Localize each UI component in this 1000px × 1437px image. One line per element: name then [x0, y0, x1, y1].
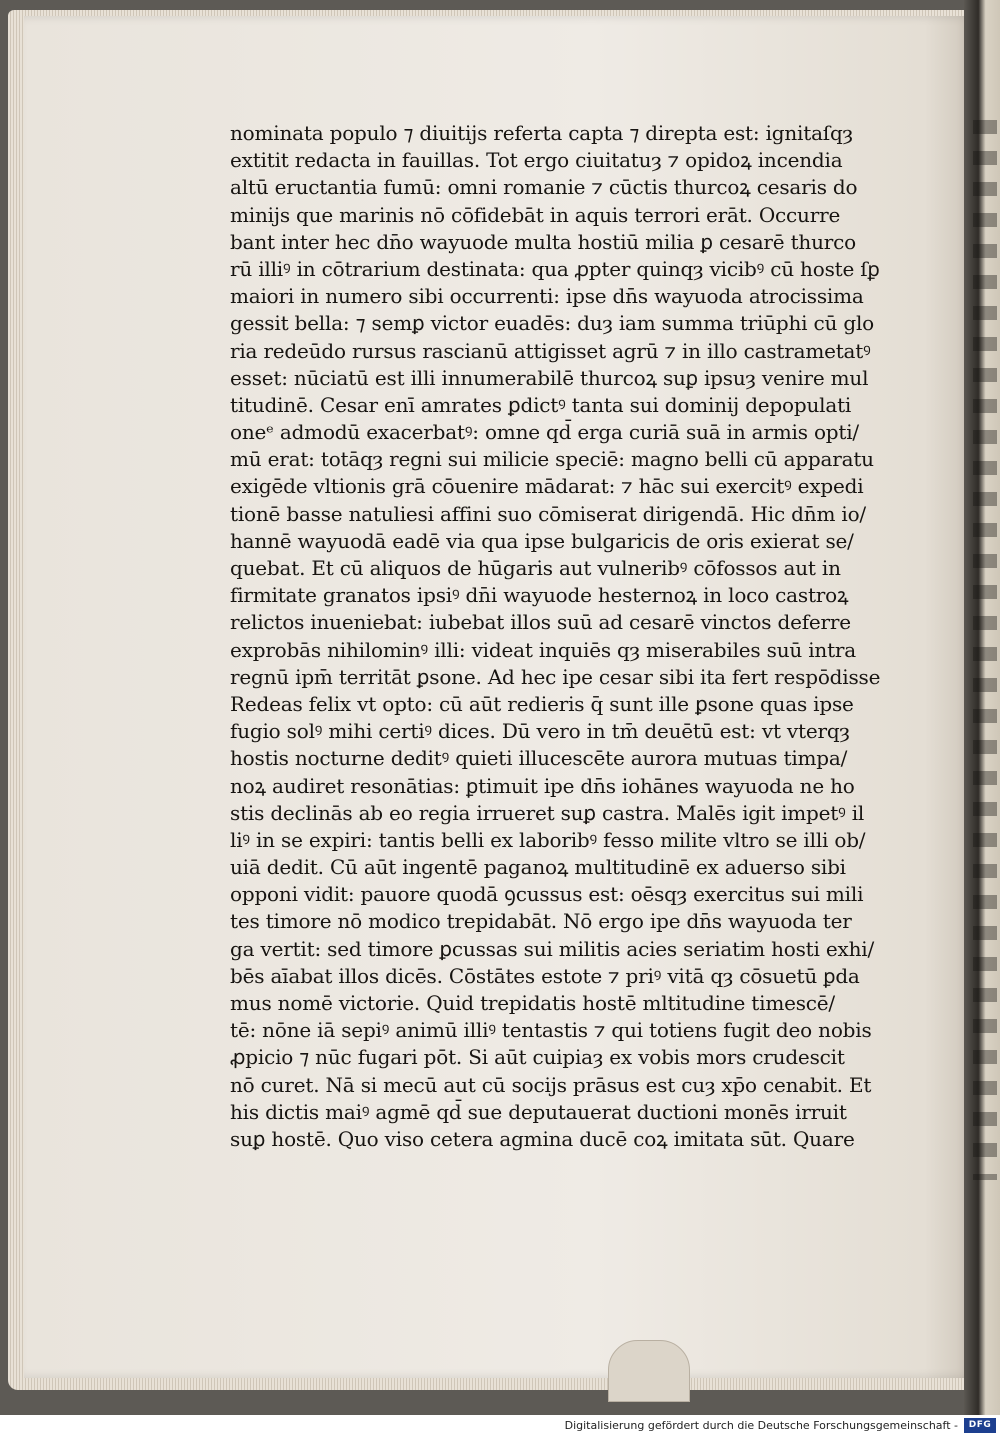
text-line: ꝓpicio ⁊ nūc fugari pōt. Si aūt cuipiaȝ ex vobis mors crudescit: [230, 1045, 845, 1070]
text-line: suꝑ hostē. Quo viso cetera agmina ducē coꝝ imitata sūt. Quare: [230, 1126, 855, 1151]
text-line: his dictis maiꝰ agmē qd̄ sue deputauerat ductioni monēs irruit: [230, 1099, 847, 1124]
text-line: regnū ipm̄ territāt ꝑsone. Ad hec ipe cesar sibi ita fert respōdisse: [230, 664, 881, 689]
text-line: altū eructantia fumū: omni romanie ⁊ cūctis thurcoꝝ cesaris do: [230, 175, 858, 200]
text-line: Redeas felix vt opto: cū aūt redieris q̄ sunt ille ꝑsone quas ipse: [230, 691, 854, 716]
text-line: rū illiꝰ in cōtrarium destinata: qua ꝓpter quinqȝ vicibꝰ cū hoste ſꝑ: [230, 256, 880, 281]
text-line: opponi vidit: pauore quodā ꝯcussus est: oēsqȝ exercitus sui mili: [230, 882, 864, 907]
text-line: nō curet. Nā si mecū aut cū socijs prāsus est cuȝ xp̄o cenabit. Et: [230, 1072, 872, 1097]
text-line: liꝰ in se expiri: tantis belli ex laboribꝰ fesso milite vltro se illi ob/: [230, 827, 866, 852]
text-line: mū erat: totāqȝ regni sui milicie speciē: magno belli cū apparatu: [230, 447, 874, 472]
text-line: minijs que marinis nō cōfidebāt in aquis terrori erāt. Occurre: [230, 202, 841, 227]
text-line: quebat. Et cū aliquos de hūgaris aut vulneribꝰ cōfossos aut in: [230, 556, 841, 580]
bookmark-tab: [608, 1340, 690, 1402]
text-line: exprobās nihilominꝰ illi: videat inquiēs qȝ miserabiles suū intra: [230, 637, 857, 662]
footer-bar: [0, 1415, 1000, 1437]
text-line: ga vertit: sed timore ꝑcussas sui militis acies seriatim hosti exhi/: [230, 936, 874, 961]
text-line: tes timore nō modico trepidabāt. Nō ergo ipe dn̄s wayuoda ter: [230, 909, 852, 934]
text-line: stis declinās ab eo regia irrueret suꝑ castra. Malēs igit impetꝰ il: [230, 800, 865, 825]
text-line: esset: nūciatū est illi innumerabilē thurcoꝝ suꝑ ipsuȝ venire mul: [230, 365, 869, 390]
text-line: bant inter hec dn̄o wayuode multa hostiū milia ꝑ cesarē thurco: [230, 229, 856, 254]
facing-page-text-edge: [973, 120, 997, 1180]
text-line: ria redeūdo rursus rascianū attigisset agrū ⁊ in illo castrametatꝰ: [230, 338, 871, 363]
text-line: tē: nōne iā sepiꝰ animū illiꝰ tentastis ⁊ qui totiens fugit deo nobis: [230, 1018, 872, 1043]
text-line: maiori in numero sibi occurrenti: ipse dn̄s wayuoda atrocissima: [230, 284, 864, 309]
text-line: extitit redacta in fauillas. Tot ergo ciuitatuȝ ⁊ opidoꝝ incendia: [230, 148, 843, 173]
text-line: firmitate granatos ipsiꝰ dn̄i wayuode hesternoꝝ in loco castroꝝ: [230, 583, 849, 608]
text-line: uiā dedit. Cū aūt ingentē paganoꝝ multitudinē ex aduerso sibi: [230, 855, 846, 880]
text-line: titudinē. Cesar enī amrates ꝑdictꝰ tanta sui dominij depopulati: [230, 392, 852, 417]
text-line: fugio solꝰ mihi certiꝰ dices. Dū vero in tm̄ deuētū est: vt vterqȝ: [230, 719, 850, 744]
text-line: oneᵉ admodū exacerbatꝰ: omne qd̄ erga curiā suā in armis opti/: [230, 420, 859, 445]
funding-credit: Digitalisierung gefördert durch die Deutsche Forschungsgemeinschaft -: [564, 1419, 958, 1432]
text-line: nominata populo ⁊ diuitijs referta capta ⁊ direpta est: ignitaſqȝ: [230, 121, 853, 145]
text-line: mus nomē victorie. Quid trepidatis hostē mltitudine timescē/: [230, 991, 835, 1015]
text-line: hostis nocturne deditꝰ quieti illucescēte aurora mutuas timpa/: [230, 746, 848, 771]
text-line: hannē wayuodā eadē via qua ipse bulgaricis de oris exierat se/: [230, 528, 854, 553]
text-block: [230, 120, 945, 1153]
text-line: relictos inueniebat: iubebat illos suū ad cesarē vinctos deferre: [230, 610, 851, 635]
text-line: gessit bella: ⁊ semꝑ victor euadēs: duȝ iam summa triūphi cū glo: [230, 311, 875, 336]
text-line: noꝝ audiret resonātias: ꝑtimuit ipe dn̄s iohānes wayuoda ne ho: [230, 773, 855, 798]
text-line: bēs aīabat illos dicēs. Cōstātes estote ⁊ priꝰ vitā qȝ cōsuetū ꝑda: [230, 963, 860, 988]
text-line: tionē basse natuliesi affini suo cōmiserat dirigendā. Hic dn̄m io/: [230, 501, 866, 526]
text-line: exigēde vltionis grā cōuenire mādarat: ⁊ hāc sui exercitꝰ expedi: [230, 474, 864, 499]
dfg-logo: DFG: [964, 1418, 996, 1433]
